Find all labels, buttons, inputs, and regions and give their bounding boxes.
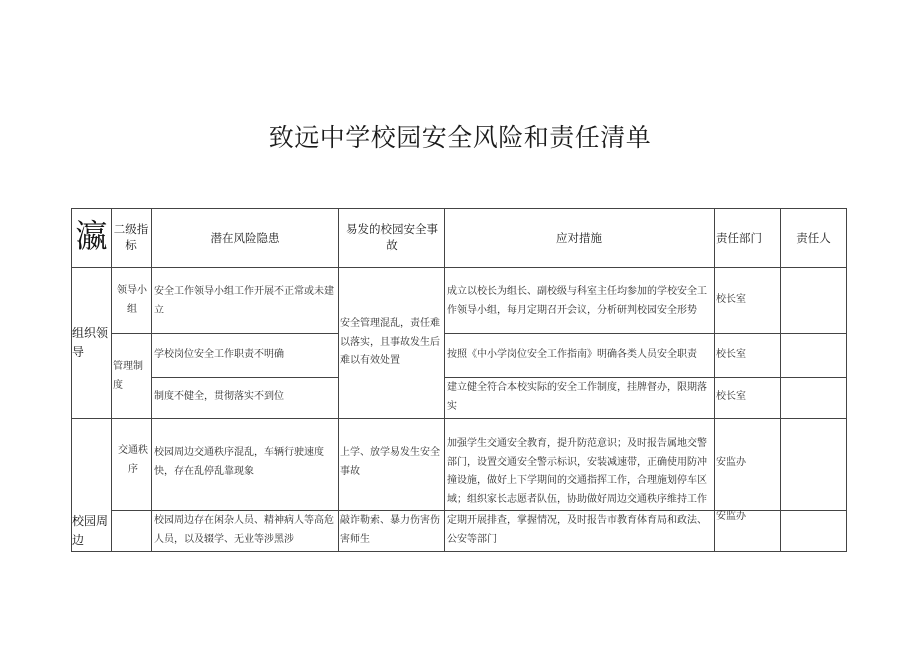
accident-cell: 上学、放学易发生安全事故 [340,447,440,477]
header-person: 责任人 [796,231,831,245]
measure-cell: 建立健全符合本校实际的安全工作制度，挂牌督办，限期落实 [447,382,707,412]
table-border-bottom [71,551,847,552]
indicator-cell: 管理制度 [113,361,143,391]
measure-cell: 成立以校长为组长、副校级与科室主任均参加的学校安全工作领导小组，每月定期召开会议，分析研判校园安全形势 [447,286,707,316]
page-title: 致远中学校园安全风险和责任清单 [268,123,652,152]
risk-cell: 校园周边交通秩序混乱，车辆行驶速度快，存在乱停乱靠现象 [154,447,324,477]
row-divider [444,333,847,334]
header-accident: 易发的校园安全事故 [346,222,438,252]
accident-cell: 安全管理混乱，责任难以落实，且事故发生后难以有效处置 [340,318,440,366]
col-divider [111,208,112,551]
category-cell: 校园周边 [72,514,109,547]
table-border-top [71,208,847,209]
table-border-left [71,208,72,551]
header-measure: 应对措施 [556,231,602,245]
section-divider [71,418,847,419]
col-divider [780,208,781,551]
row-divider [444,377,847,378]
header-dept: 责任部门 [716,231,762,245]
risk-cell: 学校岗位安全工作职责不明确 [154,349,284,360]
header-risk: 潜在风险隐患 [210,231,280,245]
accident-cell: 敲诈勒索、暴力伤害伤害师生 [340,515,440,545]
measure-cell: 定期开展排查，掌握情况，及时报告市教育体育局和政法、公安等部门 [447,515,707,545]
col-divider [338,208,339,551]
indicator-cell: 交通秩序 [118,445,148,475]
header-indicator: 二级指标 [113,222,149,252]
col-divider [444,208,445,551]
dept-cell: 校长室 [716,294,746,305]
col-divider [714,208,715,551]
table-border-right [846,208,847,551]
risk-cell: 校园周边存在闲杂人员、精神病人等高危人员，以及辍学、无业等涉黑涉 [154,515,334,545]
indicator-cell: 领导小组 [117,285,147,315]
dept-cell: 校长室 [716,349,746,360]
risk-cell: 制度不健全，贯彻落实不到位 [154,391,284,402]
measure-cell: 加强学生交通安全教育，提升防范意识；及时报告属地交警部门，设置交通安全警示标识，安装减速带，正确使用防冲撞设施，做好上下学期间的交通指挥工作，合理施划停车区域；组织家长志愿者队伍，协助做好周边交通秩序维持工作 [447,438,707,505]
category-cell: 组织领导 [72,326,109,359]
dept-cell: 安监办 [716,511,746,522]
dept-cell: 校长室 [716,391,746,402]
measure-cell: 按照《中小学岗位安全工作指南》明确各类人员安全职责 [447,349,697,360]
row-divider [151,377,338,378]
header-divider [71,267,847,268]
header-col1: 瀛 [75,218,108,254]
risk-cell: 安全工作领导小组工作开展不正常或未建立 [154,286,334,316]
dept-cell: 安监办 [716,457,746,468]
row-divider [111,333,338,334]
col-divider [151,208,152,551]
